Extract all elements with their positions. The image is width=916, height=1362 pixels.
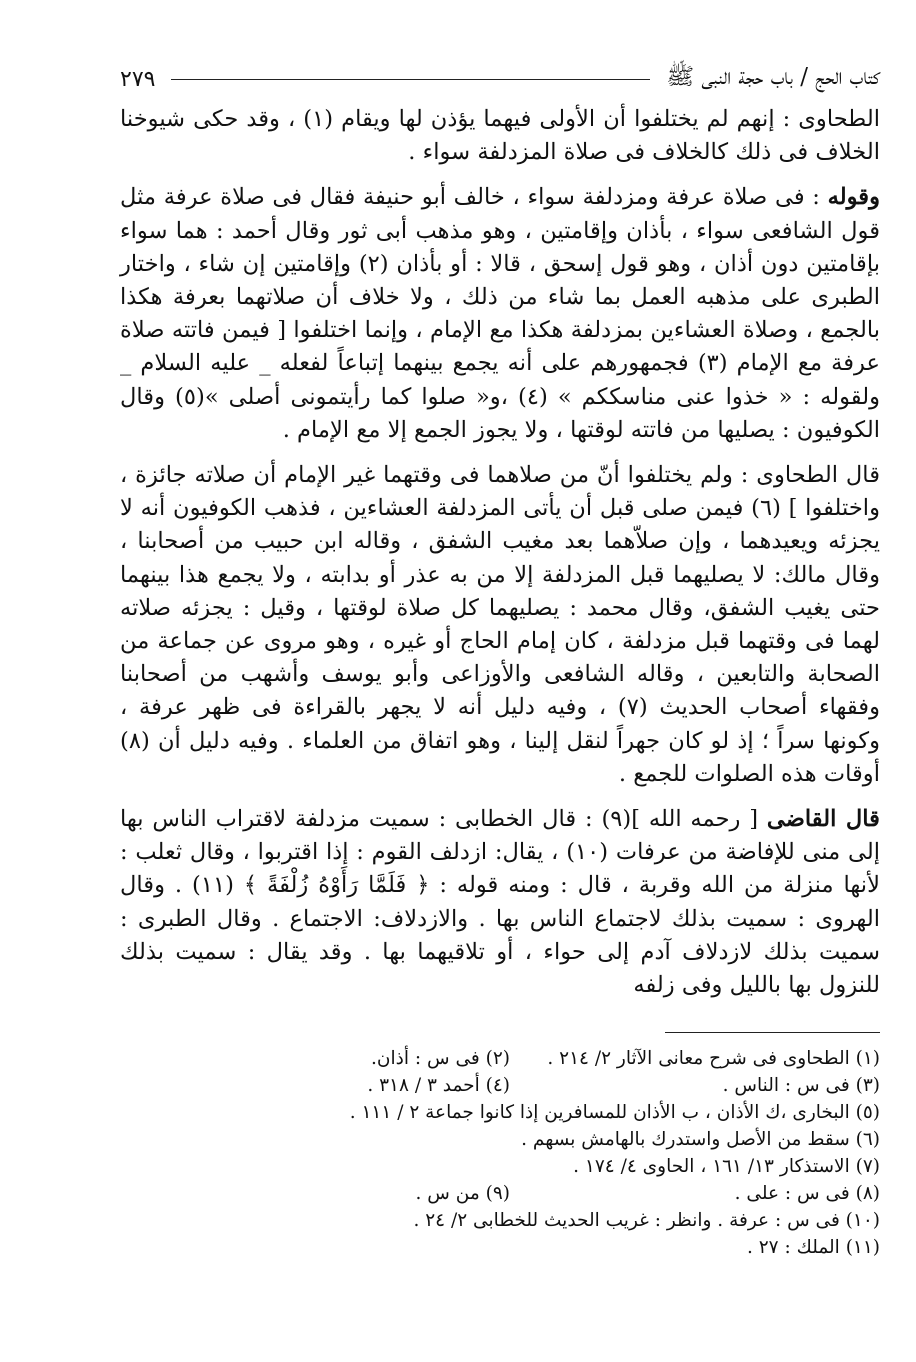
book-page (120, 55, 880, 1261)
paragraph-text: قال الطحاوى : ولم يختلفوا أنّ من صلاهما فى وقتهما غير الإمام أن صلاته جائزة ، واختلفوا ] (٦) فيمن صلى قبل أن يأتى المزدلفة العشاءين ، فذهب الكوفيون أنه لا يجزئه ويعيدهما ، وإن صلاّهما بعد مغيب الشفق ، وقاله ابن حبيب من أصحابنا ، وقال مالك: لا يصليهما قبل المزدلفة إلا من به عذر أو بدابته ، ولا يجمع هذا بينهما حتى يغيب الشفق، وقال محمد : يصليهما كل صلاة لوقتها ، وقيل : يجزئه صلاته لهما فى وقتهما قبل مزدلفة ، كان إمام الحاج أو غيره ، وهو مروى عن جماعة من الصحابة والتابعين ، وقاله الشافعى والأوزاعى وأبو يوسف وأشهب من أصحابنا وفقهاء أصحاب الحديث (٧) ، وفيه دليل أنه لا يجهر بالقراءة فى ظهر عرفة ، وكونها سراً ؛ إذ لو كان جهراً لنقل إلينا ، وهو اتفاق من العلماء . وفيه دليل أن (٨) أوقات هذه الصلوات للجمع . (120, 462, 881, 787)
footnote-row (120, 1072, 880, 1099)
paragraph-2 (120, 181, 880, 447)
footnote-8: (٨) فى س : على . (734, 1183, 880, 1205)
paragraph-text: [ رحمه الله ](٩) : قال الخطابى : سميت مزدلفة لاقتراب الناس بها إلى منى للإفاضة من عرفات (١٠) ، يقال: ازدلف القوم : إذا اقتربوا ، وقال ثعلب : لأنها منزلة من الله وقربة ، قال : ومنه قوله : ﴿ فَلَمَّا رَأَوْهُ زُلْفَةً ﴾ (١١) . وقال الهروى : سميت بذلك لاجتماع الناس بها . والازدلاف: الاجتماع . وقال الطبرى : سميت بذلك لازدلاف آدم إلى حواء ، أو تلاقيهما بها . وقد يقال : سميت بذلك للنزول بها بالليل وفى زلفه (120, 806, 880, 999)
main-text (120, 103, 880, 1002)
footnote-5: (٥) البخارى ،ك الأذان ، ب الأذان للمسافرين إذا كانوا جماعة ٢ / ١١١ . (349, 1102, 880, 1124)
footnotes (120, 1045, 880, 1261)
footnote-6: (٦) سقط من الأصل واستدرك بالهامش بسهم . (521, 1129, 880, 1151)
paragraph-1 (120, 103, 880, 169)
header-rule (171, 79, 650, 80)
page-number: ٢٧٩ (120, 66, 156, 92)
footnote-1: (١) الطحاوى فى شرح معانى الآثار ٢/ ٢١٤ . (547, 1048, 880, 1070)
footnote-2: (٢) فى س : أذان. (371, 1048, 510, 1070)
running-header (120, 55, 880, 103)
paragraph-text: : فى صلاة عرفة ومزدلفة سواء ، خالف أبو حنيفة فقال فى صلاة عرفة مثل قول الشافعى سواء ، بأذان وإقامتين ، وهو مذهب أبى ثور وقال أحمد : هما سواء بإقامتين دون أذان ، وهو قول إسحق ، قالا : أو بأذان (٢) وإقامتين إن شاء ، واختار الطبرى على مذهبه العمل بما شاء من ذلك ، ولا خلاف أن صلاتهما بعرفة هكذا بالجمع ، وصلاة العشاءين بمزدلفة هكذا مع الإمام ، وإنما اختلفوا [ فيمن فاتته صلاة عرفة مع الإمام (٣) فجمهورهم على أنه يجمع بينهما إتباعاً لفعله _ عليه السلام _ ولقوله : « خذوا عنى مناسككم » (٤) ،و« صلوا كما رأيتمونى أصلى »(٥) وقال الكوفيون : يصليها من فاتته لوقتها ، ولا يجوز الجمع إلا مع الإمام . (120, 184, 880, 443)
paragraph-4 (120, 803, 880, 1002)
footnote-3: (٣) فى س : الناس . (722, 1075, 880, 1097)
header-title: كتاب الحج / باب حجة النبى ﷺ (666, 64, 880, 90)
footnote-separator (665, 1032, 880, 1033)
footnote-10: (١٠) فى س : عرفة . وانظر : غريب الحديث للخطابى ٢/ ٢٤ . (413, 1210, 880, 1232)
footnote-4: (٤) أحمد ٣ / ٣١٨ . (367, 1075, 510, 1097)
footnote-row (120, 1180, 880, 1207)
paragraph-lead: قال القاضى (766, 806, 880, 833)
paragraph-text: الطحاوى : إنهم لم يختلفوا أن الأولى فيهما يؤذن لها ويقام (١) ، وقد حكى شيوخنا الخلاف فى ذلك كالخلاف فى صلاة المزدلفة سواء . (120, 106, 881, 166)
paragraph-3 (120, 459, 880, 791)
footnote-11: (١١) الملك : ٢٧ . (746, 1237, 880, 1259)
footnote-9: (٩) من س . (415, 1183, 510, 1205)
paragraph-lead: وقوله (827, 184, 881, 211)
footnote-row (120, 1045, 880, 1072)
footnote-7: (٧) الاستذكار ١٣/ ١٦١ ، الحاوى ٤/ ١٧٤ . (573, 1156, 880, 1178)
